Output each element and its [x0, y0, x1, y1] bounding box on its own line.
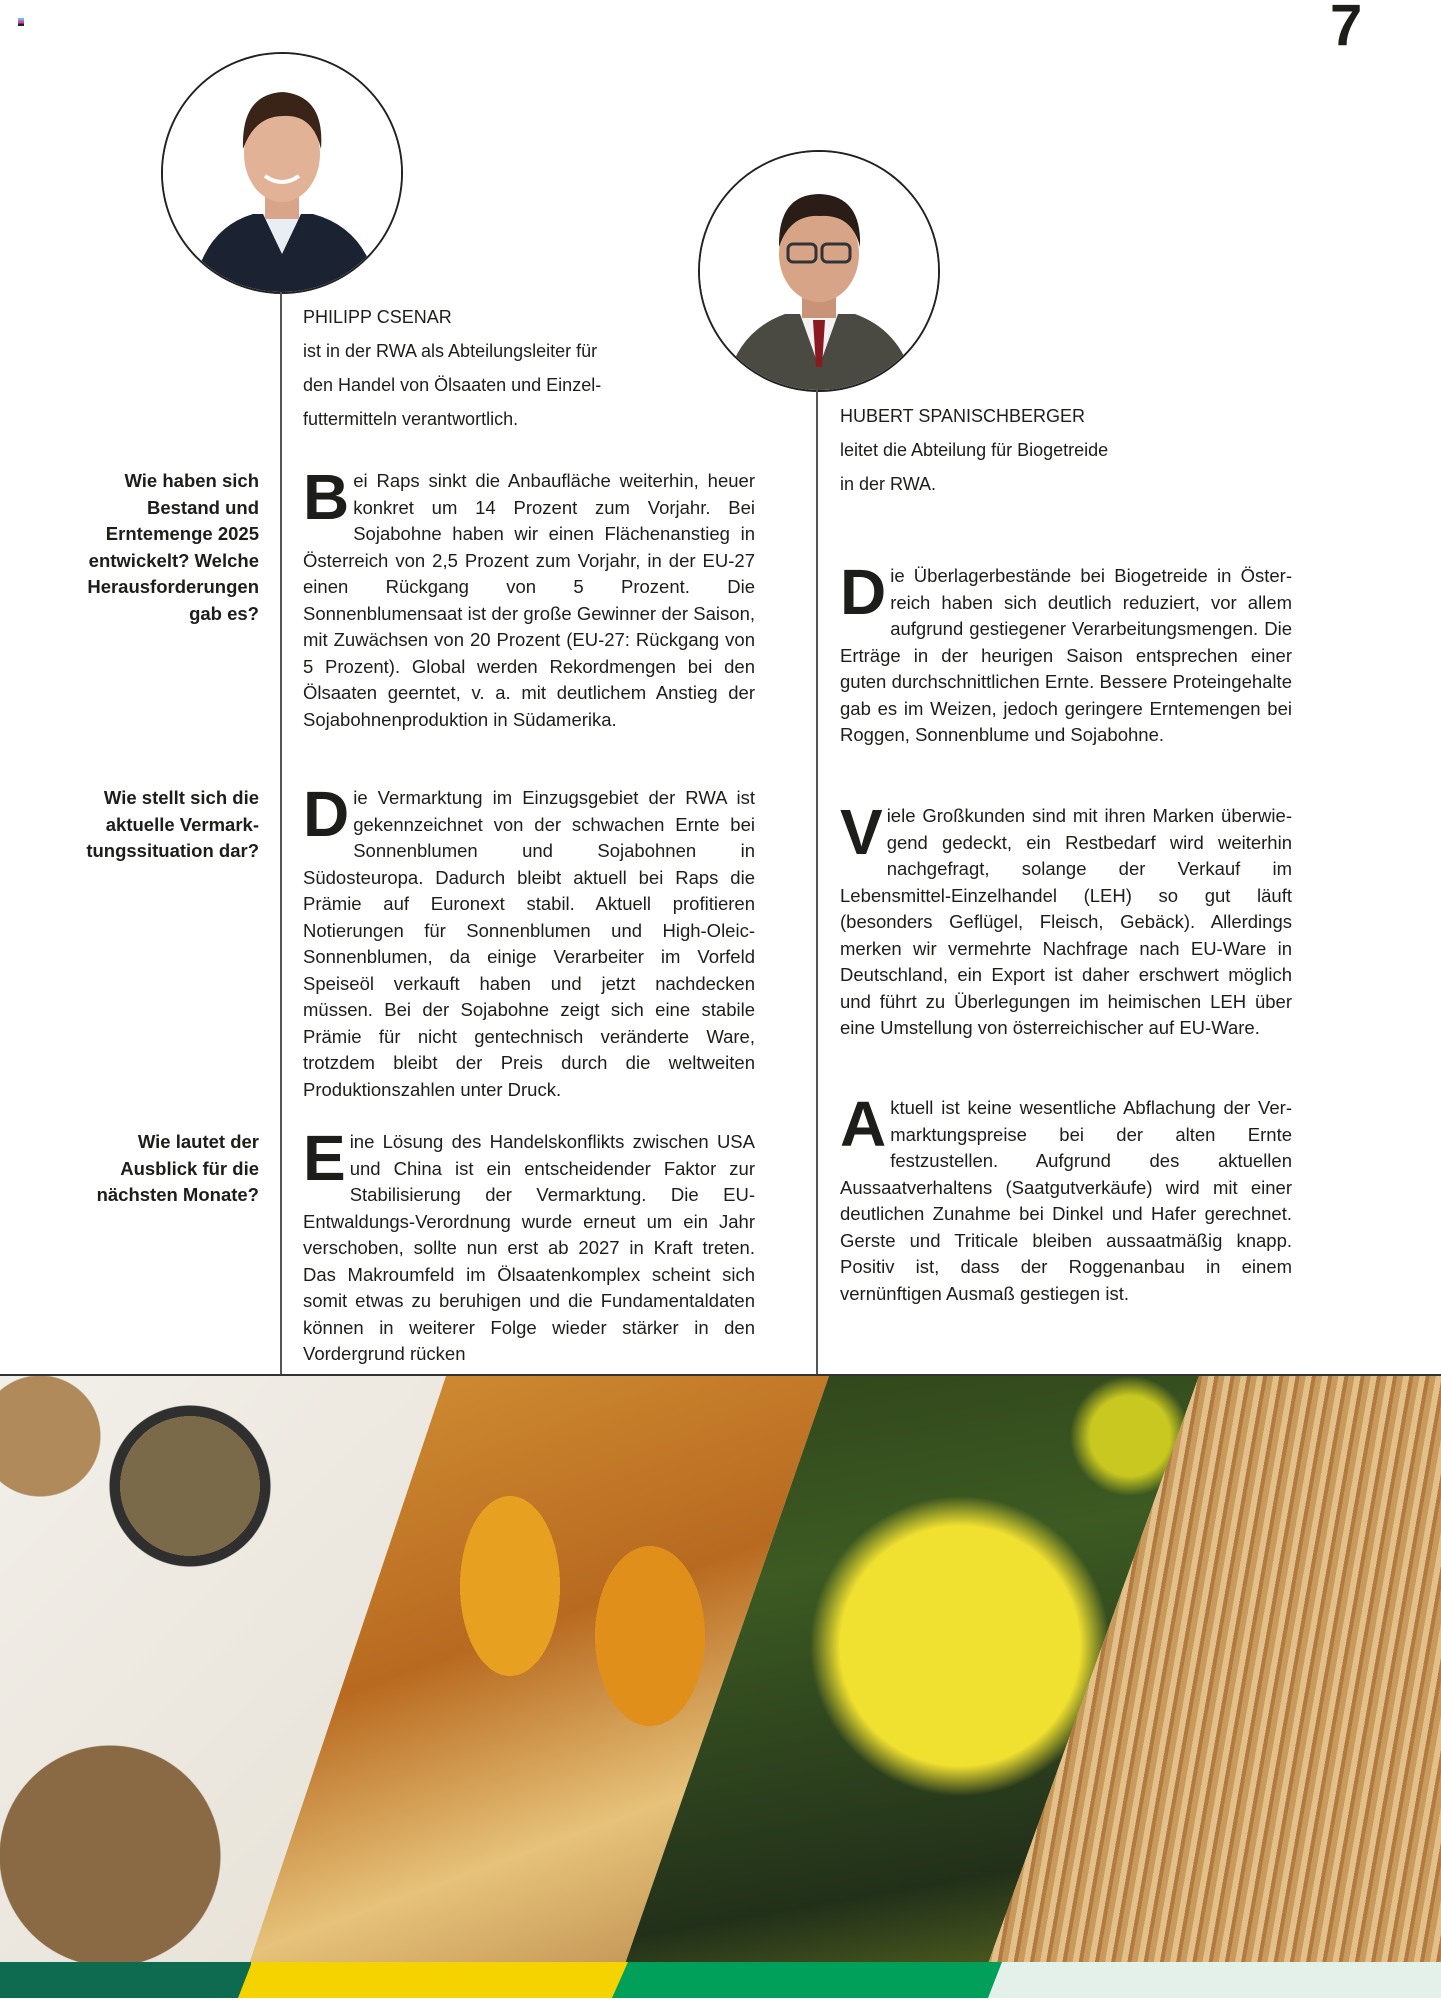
brand-bar-light — [988, 1962, 1441, 1998]
answer-text: iele Großkunden sind mit ihren Marken überwiegend gedeckt, ein Restbedarf wird weiterhin nachgefragt, solange der Verkauf im Lebensmittel-Einzelhandel (LEH) so gut läuft (besonders Geflügel, Fleisch, Gebäck). Allerdings merken wir vermehrte Nachfrage nach EU-Ware in Deutschland, ein Export ist daher erschwert möglich und führt zu Überlegungen im heimischen LEH über eine Umstellung von österreichischer auf EU-Ware. — [840, 805, 1292, 1038]
bio-hubert-spanischberger — [840, 399, 1108, 501]
answer-text: ine Lösung des Handelskonflikts zwischen USA und China ist ein entscheidender Faktor zur Stabilisierung der Vermarktung. Die EU-Entwaldungs-Verordnung wurde erneut um ein Jahr verschoben, sollte nun erst ab 2027 in Kraft treten. Das Makroumfeld im Ölsaatenkomplex scheint sich somit etwas zu beruhigen und die Fundamentaldaten können in weiterer Folge wieder stärker in den Vordergrund rücken — [303, 1131, 755, 1364]
drop-cap: D — [840, 556, 887, 628]
answer-right-3 — [840, 1088, 1292, 1307]
answer-left-1 — [303, 461, 755, 733]
bio-line: leitet die Abteilung für Biogetreide — [840, 440, 1109, 460]
drop-cap: D — [303, 778, 350, 850]
drop-cap: E — [303, 1122, 346, 1194]
crop-image-strip — [0, 1374, 1441, 1964]
person-photo-icon — [163, 54, 401, 292]
question-1: Wie haben sich Bestand und Erntemenge 2025 entwickelt? Welche Herausforderungen gab es? — [87, 470, 259, 624]
brand-bar-dark-green — [0, 1962, 251, 1998]
column-divider-left — [280, 292, 282, 1374]
person-name: HUBERT SPANISCHBERGER — [840, 406, 1086, 426]
bio-line: futtermitteln verantwortlich. — [303, 409, 519, 429]
answer-text: ie Überlagerbestände bei Biogetreide in Österreich haben sich deutlich reduziert, vor allem aufgrund gestiegener Verarbeitungsmengen. Die Erträge in der heurigen Saison entsprechen einer guten durchschnittlichen Ernte. Bessere Proteingehalte gab es im Weizen, jedoch geringere Erntemengen bei Roggen, Sonnenblume und Sojabohne. — [840, 565, 1292, 745]
brand-bar-yellow — [238, 1962, 628, 1998]
page-number: 7 — [1330, 0, 1363, 58]
drop-cap: B — [303, 461, 350, 533]
drop-cap: V — [840, 796, 883, 868]
answer-text: ei Raps sinkt die Anbaufläche weiterhin, heuer konkret um 14 Prozent zum Vorjahr. Bei Sojabohne haben wir einen Flächenanstieg in Österreich von 2,5 Prozent zum Vorjahr, in der EU-27 einen Rückgang von 5 Prozent. Die Sonnenblumensaat ist der große Gewinner der Saison, mit Zuwächsen von 20 Prozent (EU-27: Rückgang von 5 Prozent). Global werden Rekordmengen bei den Ölsaaten geerntet, v. a. mit deutlichem Anstieg der Sojabohnenproduktion in Südamerika. — [303, 470, 755, 730]
bio-line: ist in der RWA als Abteilungsleiter für — [303, 341, 598, 361]
person-name: PHILIPP CSENAR — [303, 307, 452, 327]
answer-left-2 — [303, 778, 755, 1103]
answer-text: ktuell ist keine wesentliche Abflachung der Vermarktungspreise bei der alten Ernte festzustellen. Aufgrund des aktuellen Aussaatverhaltens (Saatgutverkäufe) wird mit einer deutlichen Zunahme bei Dinkel und Hafer gerechnet. Gerste und Triticale bleiben aussaatmäßig knapp. Positiv ist, dass der Roggenanbau in einem vernünftigen Ausmaß gestiegen ist. — [840, 1097, 1292, 1304]
answer-left-3 — [303, 1122, 755, 1368]
question-3: Wie lautet der Ausblick für die nächsten Monate? — [96, 1131, 259, 1205]
print-registration-mark — [18, 18, 24, 26]
bio-line: den Handel von Ölsaaten und Einzel- — [303, 375, 602, 395]
person-photo-icon — [700, 152, 938, 390]
answer-text: ie Vermarktung im Einzugsgebiet der RWA ist gekennzeichnet von der schwachen Ernte bei Sonnenblumen und Sojabohnen in Südosteuropa. Dadurch bleibt aktuell bei Raps die Prämie auf Euronext stabil. Aktuell profitieren Notierungen für Sonnenblumen und High-Oleic-Sonnenblumen, da einige Verarbeiter im Vorfeld Speiseöl verkauft haben und jetzt nachdecken müssen. Bei der Sojabohne zeigt sich eine stabile Prämie für nicht gentechnisch veränderte Ware, trotzdem bleibt der Preis durch die weltweiten Produktionszahlen unter Druck. — [303, 787, 755, 1100]
drop-cap: A — [840, 1088, 887, 1160]
brand-bar-green — [612, 1962, 1002, 1998]
answer-right-1 — [840, 556, 1292, 749]
question-2: Wie stellt sich die aktuelle Vermark- tungssituation dar? — [86, 787, 259, 861]
bio-philipp-csenar — [303, 300, 601, 436]
portrait-hubert-spanischberger — [698, 150, 940, 392]
bio-line: in der RWA. — [840, 474, 937, 494]
column-divider-right — [816, 390, 818, 1374]
answer-right-2 — [840, 796, 1292, 1042]
portrait-philipp-csenar — [161, 52, 403, 294]
